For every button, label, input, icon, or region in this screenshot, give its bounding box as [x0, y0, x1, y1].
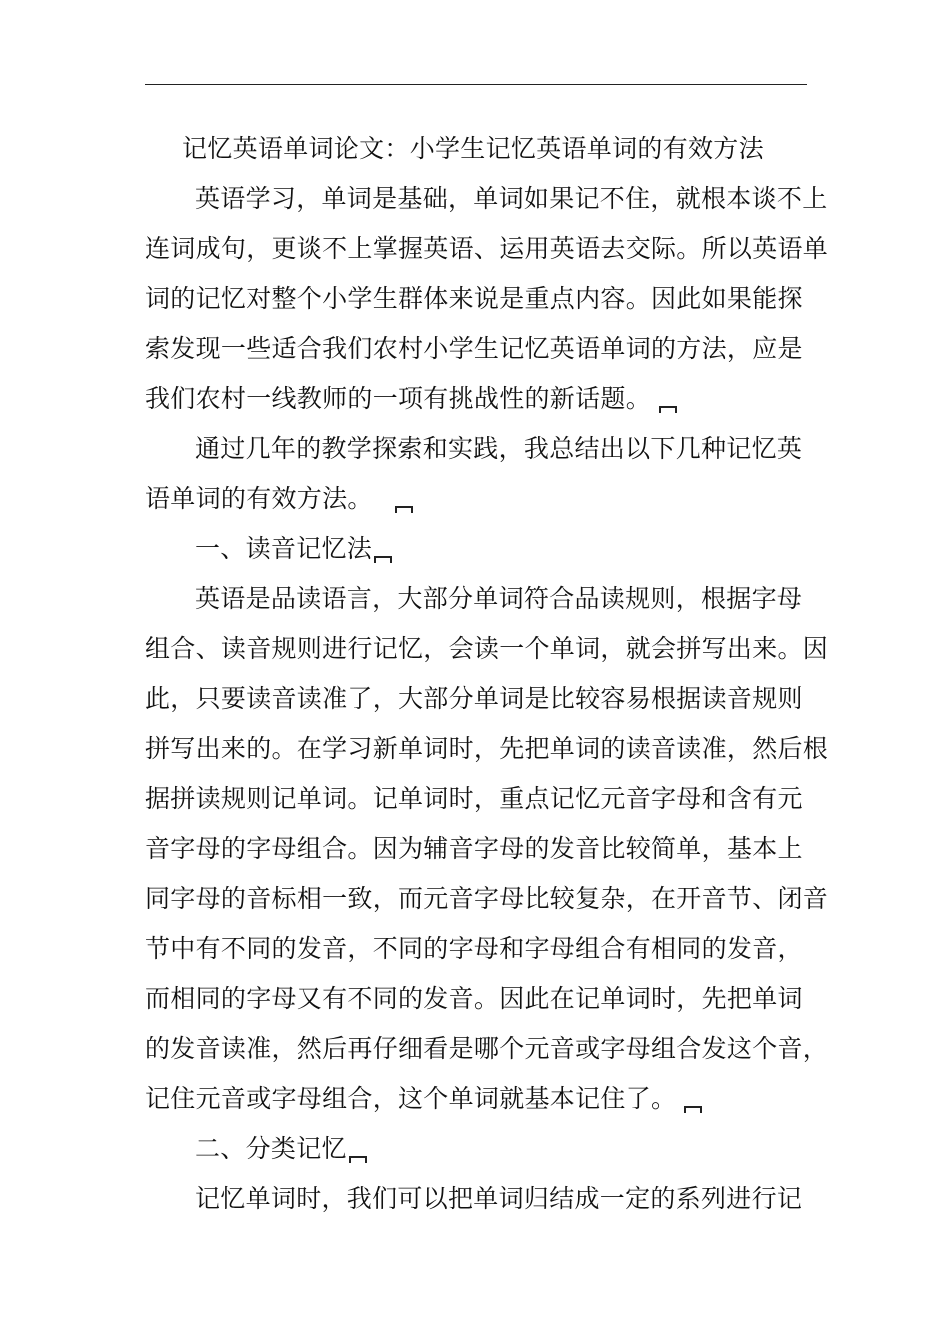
paragraph-line-end [145, 1082, 815, 1116]
paragraph-line: 连词成句，更谈不上掌握英语、运用英语去交际。所以英语单 [145, 234, 829, 263]
paragraph-line: 记忆单词时，我们可以把单词归结成一定的系列进行记 [195, 1184, 803, 1213]
paragraph-line: 组合、读音规则进行记忆，会读一个单词，就会拼写出来。因 [145, 634, 829, 663]
paragraph-line-text: 记住元音或字母组合，这个单词就基本记住了。 [145, 1084, 677, 1113]
paragraph-line-text: 我们农村一线教师的一项有挑战性的新话题。 [145, 384, 652, 413]
paragraph-line-end [145, 482, 815, 516]
paragraph-mark-icon [349, 1156, 367, 1163]
paragraph-mark-icon [395, 506, 413, 513]
section-heading-2 [195, 1132, 815, 1166]
section-heading-1 [195, 532, 815, 566]
paragraph-line: 通过几年的教学探索和实践，我总结出以下几种记忆英 [195, 434, 803, 463]
paragraph-line: 据拼读规则记单词。记单词时，重点记忆元音字母和含有元 [145, 784, 803, 813]
paragraph-mark-icon [659, 406, 677, 413]
section-heading-text: 二、分类记忆 [195, 1134, 347, 1163]
paragraph-line: 而相同的字母又有不同的发音。因此在记单词时，先把单词 [145, 984, 803, 1013]
paragraph-line: 音字母的字母组合。因为辅音字母的发音比较简单，基本上 [145, 834, 803, 863]
paragraph-line: 英语是品读语言，大部分单词符合品读规则，根据字母 [195, 584, 803, 613]
section-heading-text: 一、读音记忆法 [195, 534, 373, 563]
header-rule [145, 84, 807, 85]
paragraph-line: 索发现一些适合我们农村小学生记忆英语单词的方法，应是 [145, 334, 803, 363]
paragraph-line: 此，只要读音读准了，大部分单词是比较容易根据读音规则 [145, 684, 803, 713]
paragraph-line: 拼写出来的。在学习新单词时，先把单词的读音读准，然后根 [145, 734, 829, 763]
paragraph-line: 词的记忆对整个小学生群体来说是重点内容。因此如果能探 [145, 284, 803, 313]
paragraph-mark-icon [374, 556, 392, 563]
document-title: 记忆英语单词论文：小学生记忆英语单词的有效方法 [182, 134, 764, 163]
paragraph-line-end [145, 382, 815, 416]
paragraph-line: 节中有不同的发音，不同的字母和字母组合有相同的发音， [145, 934, 803, 963]
paragraph-line: 英语学习，单词是基础，单词如果记不住，就根本谈不上 [195, 184, 828, 213]
paragraph-line-text: 语单词的有效方法。 [145, 484, 373, 513]
paragraph-line: 的发音读准，然后再仔细看是哪个元音或字母组合发这个音， [145, 1034, 829, 1063]
paragraph-mark-icon [684, 1106, 702, 1113]
paragraph-line: 同字母的音标相一致，而元音字母比较复杂，在开音节、闭音 [145, 884, 829, 913]
